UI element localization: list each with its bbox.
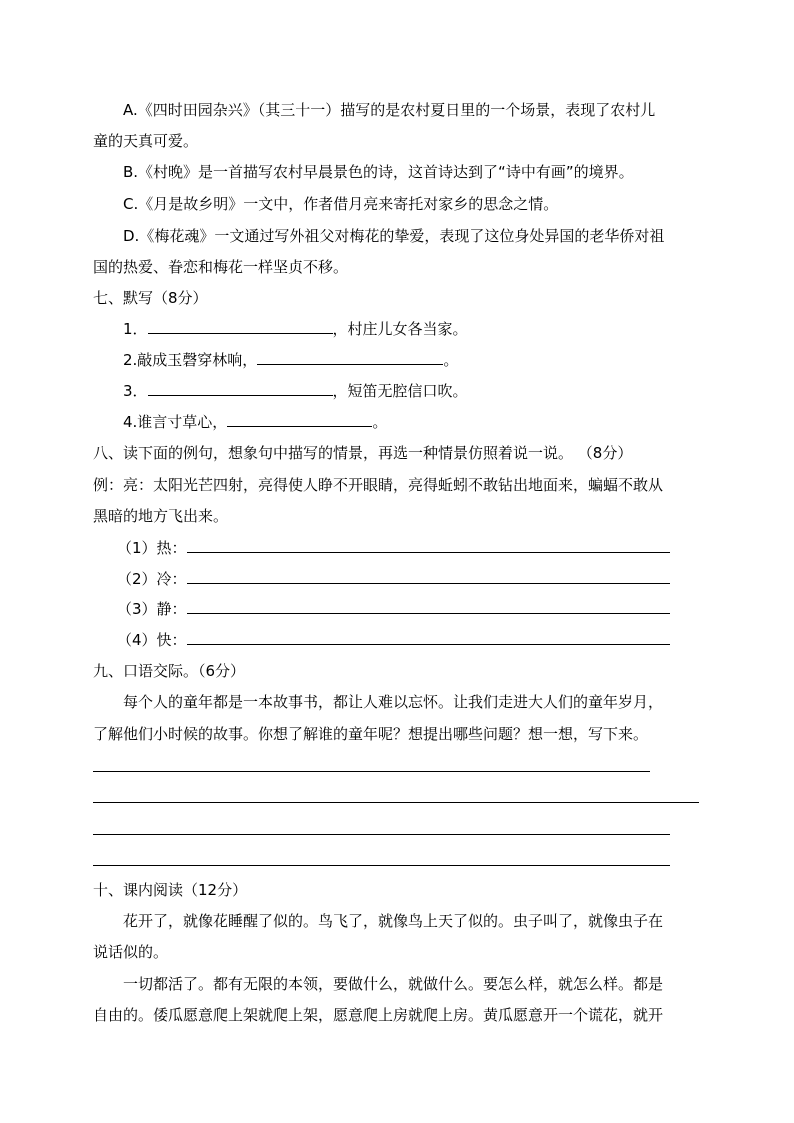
reading-para1-line1: 花开了，就像花睡醒了似的。鸟飞了，就像鸟上天了似的。虫子叫了，就像虫子在 [123,912,664,930]
answer-blank[interactable] [148,319,333,334]
option-a-line2: 童的天真可爱。 [93,132,199,150]
reading-para2-line1: 一切都活了。都有无限的本领，要做什么，就做什么。要怎么样，就怎么样。都是 [123,975,664,993]
example-line1: 例：亮：太阳光芒四射，亮得使人睁不开眼睛，亮得蚯蚓不敢钻出地面来，蝙蝠不敢从 [93,476,664,494]
section-10-title: 十、课内阅读（12分） [93,881,248,899]
section-7-title: 七、默写（8分） [93,289,208,307]
practice-label: （2）冷： [117,570,187,588]
writing-line[interactable] [93,834,670,835]
writing-line[interactable] [93,771,650,772]
oral-para-line1: 每个人的童年都是一本故事书，都让人难以忘怀。让我们走进大人们的童年岁月， [123,693,664,711]
practice-label: （3）静： [117,600,187,618]
answer-line[interactable] [187,569,670,584]
answer-blank[interactable] [257,350,443,365]
dictation-item-2 [123,350,458,370]
answer-blank[interactable] [148,381,333,396]
answer-blank[interactable] [227,412,372,427]
dictation-item-2-prefix: 2.敲成玉磬穿林响， [123,351,258,369]
oral-para-line2: 了解他们小时候的故事。你想了解谁的童年呢？想提出哪些问题？想一想，写下来。 [93,725,649,743]
practice-item-4 [117,630,670,650]
practice-item-3 [117,599,670,619]
option-b: B.《村晚》是一首描写农村早晨景色的诗，这首诗达到了“诗中有画”的境界。 [123,163,634,181]
dictation-item-1 [123,319,468,339]
option-c: C.《月是故乡明》一文中，作者借月亮来寄托对家乡的思念之情。 [123,195,559,213]
dictation-item-1-prefix: 1． [123,320,148,338]
section-8-title: 八、读下面的例句，想象句中描写的情景，再选一种情景仿照着说一说。 （8分） [93,444,633,462]
practice-label: （1）热： [117,539,187,557]
practice-label: （4）快： [117,631,187,649]
option-a-line1: A.《四时田园杂兴》（其三十一）描写的是农村夏日里的一个场景，表现了农村儿 [123,101,656,119]
example-line2: 黑暗的地方飞出来。 [93,507,229,525]
practice-item-1 [117,538,670,558]
section-9-title: 九、口语交际。（6分） [93,662,246,680]
dictation-item-1-suffix: ，村庄儿女各当家。 [332,320,468,338]
dictation-item-3-suffix: ，短笛无腔信口吹。 [332,382,468,400]
reading-para2-line2: 自由的。倭瓜愿意爬上架就爬上架，愿意爬上房就爬上房。黄瓜愿意开一个谎花，就开 [93,1006,664,1024]
dictation-item-2-suffix: 。 [443,351,459,369]
option-d-line1: D.《梅花魂》一文通过写外祖父对梅花的挚爱，表现了这位身处异国的老华侨对祖 [123,227,665,245]
reading-para1-line2: 说话似的。 [93,943,169,961]
answer-line[interactable] [187,599,670,614]
dictation-item-4 [123,412,387,432]
option-d-line2: 国的热爱、眷恋和梅花一样坚贞不移。 [93,258,349,276]
writing-line[interactable] [93,865,670,866]
dictation-item-4-suffix: 。 [372,413,388,431]
answer-line[interactable] [187,630,670,645]
dictation-item-3 [123,381,468,401]
answer-line[interactable] [187,538,670,553]
dictation-item-3-prefix: 3． [123,382,148,400]
writing-line[interactable] [93,802,699,803]
practice-item-2 [117,569,670,589]
dictation-item-4-prefix: 4.谁言寸草心， [123,413,228,431]
